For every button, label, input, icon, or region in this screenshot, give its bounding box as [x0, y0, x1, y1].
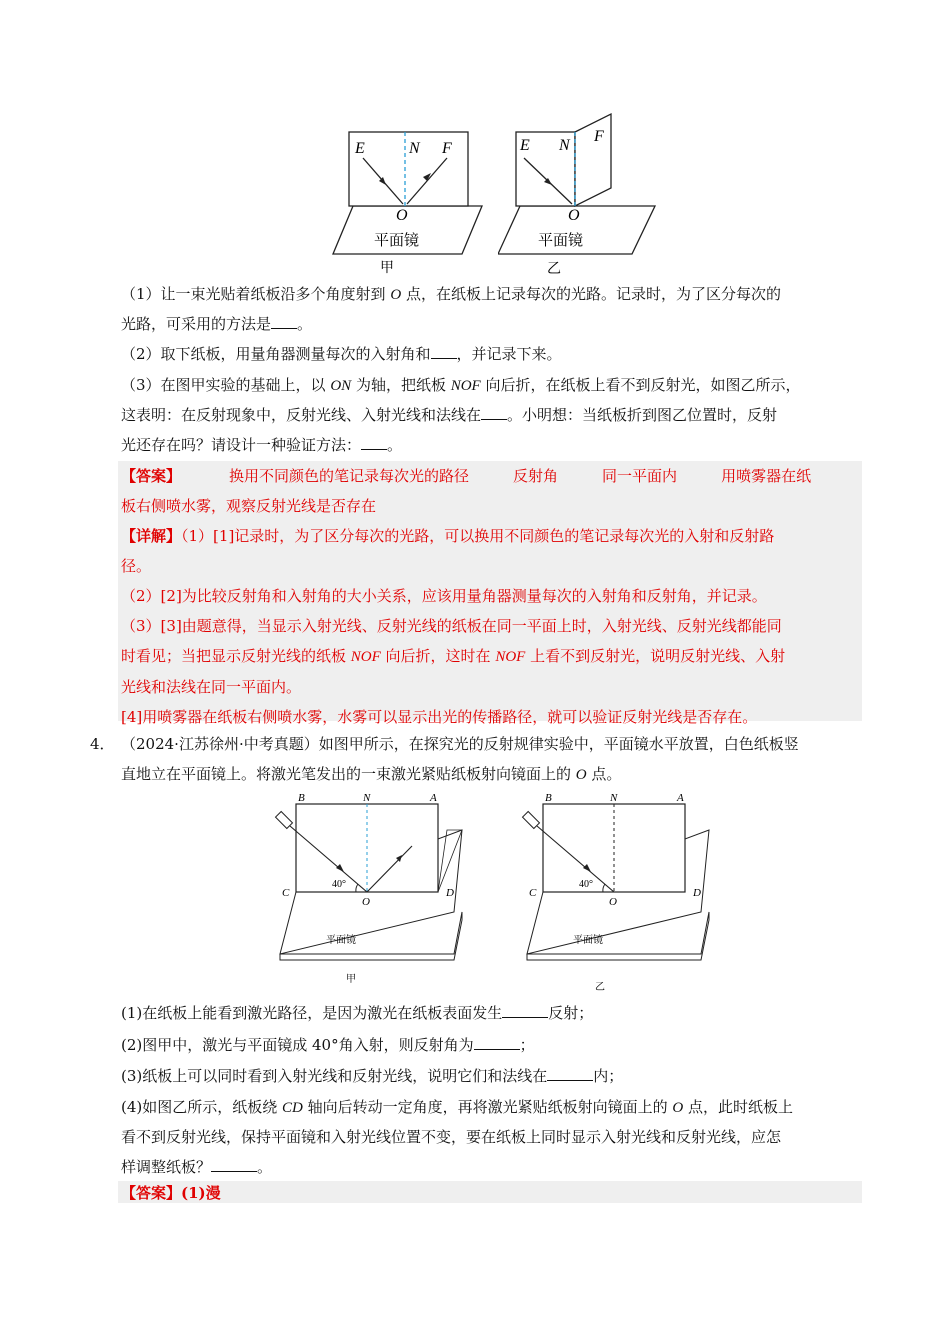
question-number: 4．	[90, 735, 115, 753]
answer-row	[118, 1181, 862, 1205]
answer-item: (1)漫	[181, 1184, 221, 1202]
label-F: F	[594, 128, 604, 145]
mirror-label: 平面镜	[374, 233, 420, 249]
detail-line: 径。	[121, 557, 152, 575]
figure-mirror-experiment-1	[325, 128, 495, 278]
label-B: B	[545, 792, 552, 804]
detail-line: （3）[3]由题意得，当显示入射光线、反射光线的纸板在同一平面上时，入射光线、反射光线都能同	[121, 617, 782, 635]
q4-sub4-cont2: 样调整纸板？ 。	[121, 1158, 273, 1176]
q4-sub1: (1)在纸板上能看到激光路径，是因为激光在纸板表面发生 反射；	[121, 1004, 594, 1022]
q4-sub2: (2)图甲中，激光与平面镜成 40°角入射，则反射角为 ；	[121, 1036, 535, 1054]
answer-block-2	[118, 1181, 862, 1203]
answer-row	[118, 461, 862, 491]
q4-sub4: (4)如图乙所示，纸板绕 CD 轴向后转动一定角度，再将激光紧贴纸板射向镜面上的 O 点，此时纸板上	[121, 1098, 794, 1116]
angle-label: 40°	[579, 879, 593, 890]
q4-sub4-cont: 看不到反射光线，保持平面镜和入射光线位置不变，要在纸板上同时显示入射光线和反射光线，应怎	[121, 1128, 782, 1146]
q4-sub3: (3)纸板上可以同时看到入射光线和反射光线，说明它们和法线在 内；	[121, 1067, 624, 1085]
label-D: D	[446, 887, 454, 899]
q4-stem: （2024·江苏徐州·中考真题）如图甲所示，在探究光的反射规律实验中，平面镜水平放置，白色纸板竖	[121, 735, 799, 753]
answer-block-1	[118, 461, 862, 521]
label-C: C	[529, 887, 537, 899]
answer-tag: 【答案】	[121, 467, 182, 485]
detail-line: 时看见；当把显示反射光线的纸板 NOF 向后折，这时在 NOF 上看不到反射光，说明反射光线、入射	[121, 647, 786, 665]
figure-caption: 乙	[595, 982, 605, 993]
label-N: N	[363, 792, 371, 804]
answer-item: 反射角	[513, 467, 559, 485]
label-O: O	[568, 207, 580, 224]
answer-item: 换用不同颜色的笔记录每次光的路径	[229, 467, 470, 485]
q3-part3-cont2: 光还存在吗？请设计一种验证方法： 。	[121, 436, 403, 454]
answer-item: 同一平面内	[602, 467, 678, 485]
label-N: N	[559, 137, 570, 154]
detail-line: （2）[2]为比较反射角和入射角的大小关系，应该用量角器测量每次的入射角和反射角，并记录。	[121, 587, 767, 605]
answer-tag: 【答案】	[121, 1184, 182, 1202]
label-O: O	[362, 896, 370, 908]
q3-part1: （1）让一束光贴着纸板沿多个角度射到 O 点，在纸板上记录每次的光路。记录时，为了区分每次的	[121, 285, 781, 303]
label-N: N	[610, 792, 618, 804]
answer-item: 用喷雾器在纸	[721, 467, 812, 485]
figure-laser-experiment-2	[519, 790, 719, 1000]
detail-line: 【详解】（1）[1]记录时，为了区分每次的光路，可以换用不同颜色的笔记录每次光的入射和反射路	[121, 527, 775, 545]
q4-stem-cont: 直地立在平面镜上。将激光笔发出的一束激光紧贴纸板射向镜面上的 O 点。	[121, 765, 622, 783]
figure-caption: 甲	[380, 261, 394, 276]
figure-mirror-experiment-2	[498, 112, 668, 278]
label-E: E	[355, 140, 365, 157]
figure-laser-experiment-1	[272, 790, 472, 990]
label-A: A	[430, 792, 437, 804]
label-B: B	[298, 792, 305, 804]
label-O: O	[396, 207, 408, 224]
label-E: E	[520, 137, 530, 154]
label-O: O	[609, 896, 617, 908]
q3-part3-cont: 这表明：在反射现象中，反射光线、入射光线和法线在 。小明想：当纸板折到图乙位置时，反射	[121, 406, 778, 424]
detail-line: 光线和法线在同一平面内。	[121, 678, 302, 696]
label-A: A	[677, 792, 684, 804]
figure-caption: 乙	[547, 262, 561, 277]
answer-row: 板右侧喷水雾，观察反射光线是否存在	[121, 497, 377, 515]
mirror-label: 平面镜	[573, 935, 603, 946]
label-N: N	[409, 140, 420, 157]
q3-part3: （3）在图甲实验的基础上，以 ON 为轴，把纸板 NOF 向后折，在纸板上看不到反射光，如图乙所示，	[121, 376, 801, 394]
mirror-label: 平面镜	[538, 233, 584, 249]
label-D: D	[693, 887, 701, 899]
detail-block	[118, 521, 862, 726]
q3-part1-cont: 光路，可采用的方法是 。	[121, 315, 313, 333]
q3-part2: （2）取下纸板，用量角器测量每次的入射角和 ，并记录下来。	[121, 345, 562, 363]
figure-caption: 甲	[346, 974, 356, 985]
label-C: C	[282, 887, 290, 899]
angle-label: 40°	[332, 879, 346, 890]
label-F: F	[442, 140, 452, 157]
mirror-label: 平面镜	[326, 935, 356, 946]
detail-line: [4]用喷雾器在纸板右侧喷水雾，水雾可以显示出光的传播路径，就可以验证反射光线是否存在。	[121, 708, 758, 726]
